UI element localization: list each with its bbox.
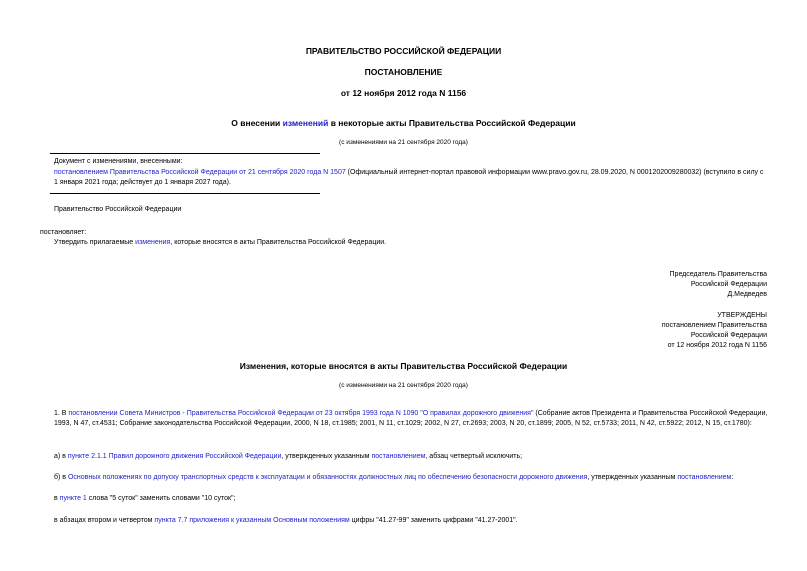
signature-block [670,270,767,300]
item-b-link-2[interactable]: постановлением [677,474,732,481]
approve-paragraph [54,238,386,248]
amendment-link[interactable]: постановлением Правительства Российской Федерации от 21 сентября 2020 года N 1507 [54,169,346,176]
item-b-rest: : [731,474,734,481]
item-a [54,452,769,462]
amendments-intro: Документ с изменениями, внесенными: [54,158,183,165]
item-1-link[interactable]: постановлении Совета Министров - Правительства Российской Федерации от 23 октября 1993 года N 1090 "О правилах дорожного движения" [68,410,534,417]
amendments-box [54,157,769,188]
approve-part1: Утвердить прилагаемые [54,239,136,246]
item-a-mid: , утвержденных указанным [281,453,372,460]
item-b [54,473,769,483]
item-1-prefix: 1. В [54,410,69,417]
title-part1: О внесении [231,118,283,128]
amendments-text [54,168,769,188]
item-b-1 [54,494,769,504]
title-link-changes[interactable]: изменений [282,118,329,128]
divider-bottom [50,193,320,194]
item-1 [54,409,769,429]
item-a-rest: , абзац четвертый исключить; [425,453,523,460]
government-text: Правительство Российской Федерации [54,206,182,213]
divider-top [50,153,320,154]
item-b-2-prefix: в абзацах втором и четвертом [54,517,155,524]
item-b-1-prefix: в [54,495,60,502]
item-b-link-1[interactable]: Основных положениях по допуску транспортных средств к эксплуатации и обязанностях должностных лиц по обеспечению безопасности дорожного движения [67,474,588,481]
approve-part2: , которые вносятся в акты Правительства Российской Федерации. [170,239,387,246]
resolves-text: постановляет: [40,229,87,236]
item-1-rest: (Собрание актов Президента и Правительства Российской Федерации, 1993, N 47, ст.4531; Собрание законодательства Российской Федерации, 2000, N 18, ст.1985; 2001, N 11, ст.1029; 2002, N 27, ст.2693; 2003, N 20, ст.1899; 2005, N 52, ст.5733; 2011, N 42, ст.5922; 2012, N 15, ст.1780): [54,410,768,427]
item-b-prefix: б) в [54,474,68,481]
item-b-2 [54,516,769,526]
item-b-2-link[interactable]: пункта 7.7 приложения к указанным Основным положениям [154,517,350,524]
changes-title: Изменения, которые вносятся в акты Правительства Российской Федерации [239,361,568,371]
approved-line1: УТВЕРЖДЕНЫ [717,312,767,319]
signature-line1: Председатель Правительства [669,271,767,278]
document-date: от 12 ноября 2012 года N 1156 [340,88,467,98]
approved-line3: Российской Федерации [690,332,767,339]
signature-line3: Д.Медведев [727,291,767,298]
approved-line4: от 12 ноября 2012 года N 1156 [667,342,767,349]
title-part2: в некоторые акты Правительства Российской Федерации [328,118,576,128]
item-a-link-1[interactable]: пункте 2.1.1 Правил дорожного движения Российской Федерации [67,453,282,460]
document-type: ПОСТАНОВЛЕНИЕ [364,67,443,77]
approved-line2: постановлением Правительства [661,322,767,329]
signature-line2: Российской Федерации [690,281,767,288]
government-heading: ПРАВИТЕЛЬСТВО РОССИЙСКОЙ ФЕДЕРАЦИИ [305,46,502,56]
approve-link[interactable]: изменения [135,239,171,246]
changes-note-2: (с изменениями на 21 сентября 2020 года) [339,382,468,389]
item-a-link-2[interactable]: постановлением [371,453,426,460]
changes-note: (с изменениями на 21 сентября 2020 года) [339,139,468,146]
item-b-1-rest: слова "5 суток" заменить словами "10 суток"; [86,495,236,502]
document-title [0,118,807,128]
item-b-mid: , утвержденных указанным [587,474,678,481]
item-a-prefix: а) в [54,453,68,460]
approved-block [662,311,767,351]
amendment-details: (Официальный интернет-портал правовой информации www.pravo.gov.ru, 28.09.2020, N 0001202009280032) (вступило в силу с 1 января 2021 года; действует до 1 января 2027 года). [54,169,764,186]
item-b-2-rest: цифры "41.27-99" заменить цифрами "41.27-2001". [349,517,518,524]
item-b-1-link[interactable]: пункте 1 [59,495,87,502]
